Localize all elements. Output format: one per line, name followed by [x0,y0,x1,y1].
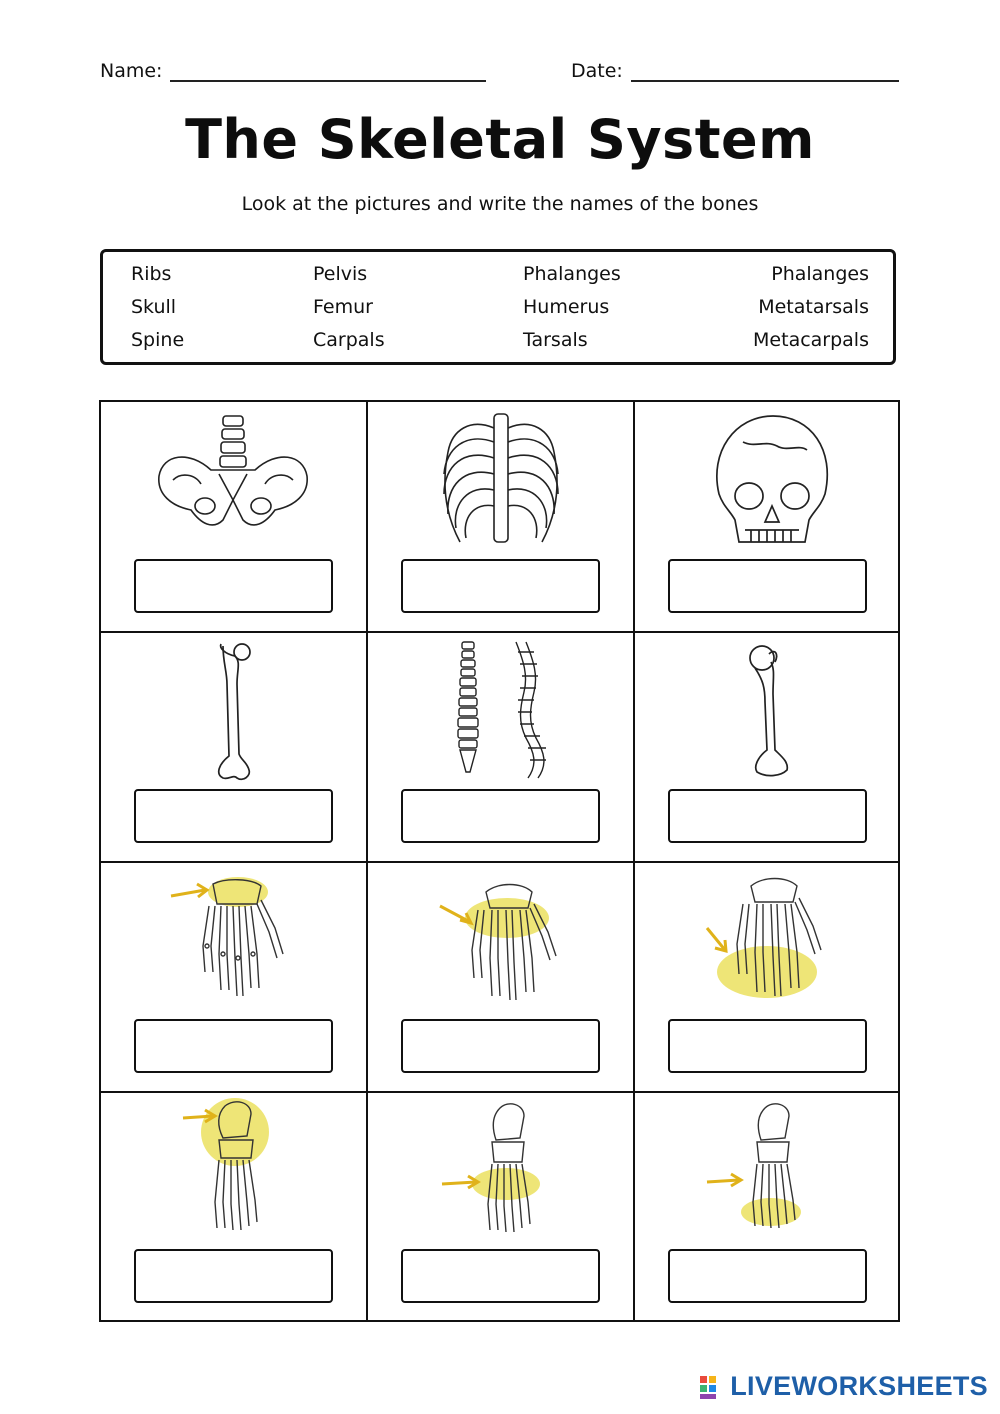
word-bank-item: Metatarsals [758,296,869,318]
date-label: Date: [571,60,623,82]
spine-icon [368,632,635,787]
answer-box[interactable] [401,559,600,613]
word-bank-item: Phalanges [523,263,621,285]
name-label: Name: [100,60,163,82]
skull-icon [635,402,902,557]
brand-logo [700,1371,988,1402]
foot-phalanges-icon [635,1092,902,1247]
word-bank-item: Tarsals [523,329,588,351]
answer-box[interactable] [134,789,333,843]
ribcage-icon [368,402,635,557]
word-bank-item: Femur [313,296,373,318]
word-bank-item: Metacarpals [753,329,869,351]
liveworksheets-logo-icon [700,1374,726,1400]
femur-icon [101,632,368,787]
cell-hand-carpals [101,862,368,1092]
cell-foot-metatarsals [368,1092,635,1322]
cell-foot-phalanges [635,1092,902,1322]
cell-skull [635,402,902,632]
cell-hand-metacarpals [368,862,635,1092]
answer-box[interactable] [401,1249,600,1303]
answer-box[interactable] [668,559,867,613]
word-bank-item: Phalanges [771,263,869,285]
brand-name: LIVEWORKSHEETS [730,1371,988,1401]
word-bank-item: Ribs [131,263,172,285]
answer-box[interactable] [668,1019,867,1073]
instructions: Look at the pictures and write the names of the bones [241,193,759,215]
answer-box[interactable] [668,789,867,843]
cell-femur [101,632,368,862]
word-bank-item: Pelvis [313,263,368,285]
pelvis-icon [101,402,368,557]
name-line[interactable] [170,66,486,82]
humerus-icon [635,632,902,787]
answer-box[interactable] [401,1019,600,1073]
word-bank-item: Skull [131,296,177,318]
word-bank-item: Carpals [313,329,385,351]
answer-box[interactable] [134,559,333,613]
page-title: The Skeletal System [185,108,815,171]
cell-humerus [635,632,902,862]
answer-box[interactable] [401,789,600,843]
word-bank-item: Humerus [523,296,610,318]
word-bank [100,249,896,365]
hand-carpals-icon [101,862,368,1017]
cell-spine [368,632,635,862]
foot-metatarsals-icon [368,1092,635,1247]
cell-hand-phalanges [635,862,902,1092]
hand-metacarpals-icon [368,862,635,1017]
foot-tarsals-icon [101,1092,368,1247]
date-line[interactable] [631,66,899,82]
answer-box[interactable] [134,1249,333,1303]
date-field[interactable] [571,60,899,82]
hand-phalanges-icon [635,862,902,1017]
cell-ribcage [368,402,635,632]
word-bank-item: Spine [131,329,185,351]
answer-box[interactable] [134,1019,333,1073]
answer-box[interactable] [668,1249,867,1303]
name-field[interactable] [100,60,486,82]
cell-pelvis [101,402,368,632]
cell-foot-tarsals [101,1092,368,1322]
picture-grid [99,400,900,1322]
